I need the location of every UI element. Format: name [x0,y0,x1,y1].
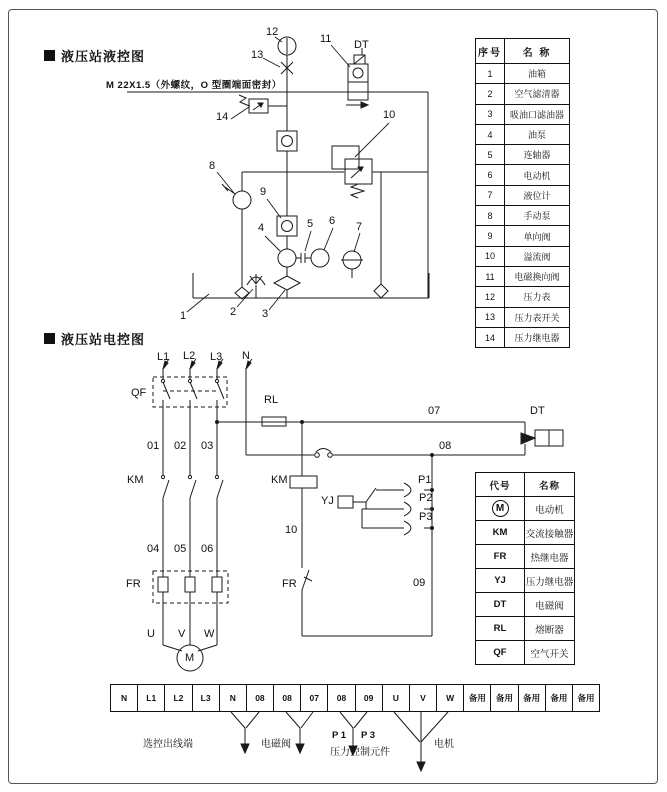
cell-name: 油箱 [527,69,546,80]
wire-05: 05 [174,543,187,555]
callout-9: 9 [260,186,267,198]
rl-label: RL [264,394,279,406]
table-row [476,327,569,347]
solenoid-valve-symbol [346,48,368,108]
table-row [476,286,569,306]
callout-10: 10 [383,109,396,121]
cell-code: QF [476,641,525,664]
phase-l2-label: L2 [183,350,196,362]
dt-label-hydraulic: DT [354,39,369,51]
qf-label: QF [131,387,147,399]
annotation-solenoid-valve: 电磁阀 [261,739,291,750]
wire-03: 03 [201,440,214,452]
cell-code: YJ [476,569,525,592]
cell-name: 吸油口滤油器 [509,109,564,120]
annotation-pressure-control: 压力控制元件 [330,747,390,758]
table-row [476,246,569,266]
terminal-cell: W [436,685,463,711]
phase-l1-label: L1 [157,351,170,363]
cell-name: 连轴器 [523,150,551,161]
wire-02: 02 [174,440,187,452]
terminal-strip [110,684,600,712]
dt-solenoid-symbol [521,430,563,446]
cell-name: 交流接触器 [525,528,574,540]
table-row [476,225,569,245]
cell-name: 溢流阀 [523,251,551,262]
cell-code: KM [476,521,525,544]
control-switch-symbol [315,449,333,458]
table-row [476,568,574,592]
cell-seq: 1 [476,64,505,83]
annotation-p1: P 1 [332,730,347,741]
cell-seq: 4 [476,125,505,144]
callout-5: 5 [307,218,314,230]
phase-lines [158,368,224,651]
terminal-cell: 备用 [545,685,572,711]
yj-label: YJ [321,495,334,507]
table-row [476,496,574,520]
cell-code: DT [476,593,525,616]
cell-seq: 13 [476,308,505,327]
callout-1: 1 [180,310,187,322]
table-row [476,124,569,144]
header-seq: 序号 [476,39,505,63]
hydraulic-title-text: 液压站液控图 [61,49,146,64]
cell-name: 液位计 [523,190,551,201]
terminal-cell: 08 [273,685,300,711]
table-row [476,307,569,327]
wire-v: V [178,628,186,640]
annotation-p3: P 3 [361,730,376,741]
header-name: 名 称 [522,47,552,59]
fr-main-label: FR [126,578,141,590]
fr-contact-symbol [302,570,312,590]
yj-pressure-switch-symbol [338,483,431,535]
callout-7: 7 [356,221,363,233]
terminal-cell: L3 [192,685,219,711]
thread-note: M 22X1.5（外螺纹，O 型圈端面密封） [106,80,282,91]
callout-8: 8 [209,160,216,172]
pressure-gauge-symbol [278,37,296,55]
cell-seq: 11 [476,267,505,286]
table-row [476,616,574,640]
oil-tank-symbol [193,273,429,298]
wire-09: 09 [413,577,426,589]
phase-l3-label: L3 [210,351,223,363]
wire-u: U [147,628,155,640]
table-row [476,104,569,124]
cell-name: 电磁阀 [535,600,564,612]
wire-06: 06 [201,543,214,555]
cell-name: 油泵 [527,130,546,141]
wire-01: 01 [147,440,160,452]
check-valve-upper-symbol [277,131,297,151]
neutral-label: N [242,350,250,362]
motor-symbol-icon: M [492,500,509,517]
wire-10: 10 [285,524,298,536]
table-row [476,144,569,164]
table-row [476,520,574,544]
callout-12: 12 [266,26,279,38]
oil-pump-symbol [278,249,296,267]
table-header-row [476,39,569,63]
coupling-symbol [296,253,311,263]
electrical-title-text: 液压站电控图 [61,332,146,347]
electrical-section-title [44,329,145,348]
header-name: 名称 [538,480,560,492]
callout-4: 4 [258,222,265,234]
cell-name: 空气开关 [530,648,569,660]
terminal-cell: 08 [327,685,354,711]
table-row [476,640,574,664]
wire-w: W [204,628,215,640]
callout-2: 2 [230,306,237,318]
km-coil-label: KM [271,474,288,486]
check-valve-symbol [277,216,297,236]
cell-name: 压力表开关 [514,312,560,323]
dt-label-electrical: DT [530,405,545,417]
table-row [476,83,569,103]
terminal-cell: 08 [246,685,273,711]
terminal-cell: 备用 [490,685,517,711]
cell-seq: 12 [476,287,505,306]
table-row [476,544,574,568]
terminal-cell: L1 [137,685,164,711]
level-gauge-symbol [341,251,363,278]
section-marker-icon [44,333,55,344]
cell-seq: 2 [476,84,505,103]
air-filter-symbol [247,274,265,298]
cell-name: 单向阀 [523,231,551,242]
supply-arrows [163,359,252,369]
terminal-cell: 备用 [463,685,490,711]
cell-name: 电动机 [535,504,564,516]
terminal-cell: 备用 [572,685,599,711]
pressure-relay-symbol [239,95,287,113]
table-row [476,266,569,286]
cell-name: 压力表 [523,292,551,303]
terminal-cell: L2 [164,685,191,711]
cell-seq: 3 [476,105,505,124]
hydraulic-section-title [44,46,145,65]
callout-14: 14 [216,111,229,123]
cell-code: FR [476,545,525,568]
cell-name: 压力继电器 [514,333,560,343]
cell-code [476,497,525,520]
km-coil-symbol [290,476,317,488]
wire-04: 04 [147,543,160,555]
table-row [476,185,569,205]
header-code: 代号 [476,473,525,496]
cell-seq: 10 [476,247,505,266]
cell-seq: 7 [476,186,505,205]
callout-6: 6 [329,215,336,227]
cell-seq: 6 [476,165,505,184]
cell-name: 电动机 [523,170,551,181]
section-marker-icon [44,50,55,61]
cell-name: 压力继电器 [525,576,574,588]
table-header-row [476,473,574,496]
callout-3: 3 [262,308,269,320]
suction-filter-symbol [274,276,300,290]
cell-seq: 5 [476,145,505,164]
annotation-outlet-terminals: 选控出线端 [143,739,193,750]
table-row [476,205,569,225]
wire-07: 07 [428,405,441,417]
p2-contact-label: P2 [419,492,433,504]
cell-name: 热继电器 [530,552,569,564]
motor-m-label: M [185,652,195,664]
km-main-label: KM [127,474,144,486]
cell-name: 空气滤清器 [514,89,560,100]
wire-08: 08 [439,440,452,452]
terminal-cell: 备用 [518,685,545,711]
terminal-cell: U [382,685,409,711]
return-filter-symbol [374,284,388,298]
cell-name: 电磁换向阀 [514,272,560,283]
hydraulic-parts-table [475,38,570,348]
table-row [476,63,569,83]
electrical-legend-table [475,472,575,665]
manual-pump-symbol [222,172,251,299]
cell-seq: 8 [476,206,505,225]
cell-seq: 9 [476,226,505,245]
callout-11: 11 [320,33,332,45]
table-row [476,592,574,616]
annotation-motor: 电机 [434,739,454,750]
cell-name: 手动泵 [523,211,551,222]
motor-circle-symbol [311,249,329,267]
p3-contact-label: P3 [419,511,433,523]
terminal-cell: N [121,693,128,703]
p1-contact-label: P1 [418,474,432,486]
cell-seq: 14 [476,328,505,347]
terminal-cell: V [409,685,436,711]
cell-name: 熔断器 [535,624,564,636]
cell-code: RL [476,617,525,640]
fr-aux-label: FR [282,578,297,590]
terminal-cell: N [219,685,246,711]
callout-13: 13 [251,49,264,61]
terminal-cell: 07 [300,685,327,711]
terminal-cell: 09 [355,685,382,711]
junction-dots [215,420,434,530]
table-row [476,164,569,184]
